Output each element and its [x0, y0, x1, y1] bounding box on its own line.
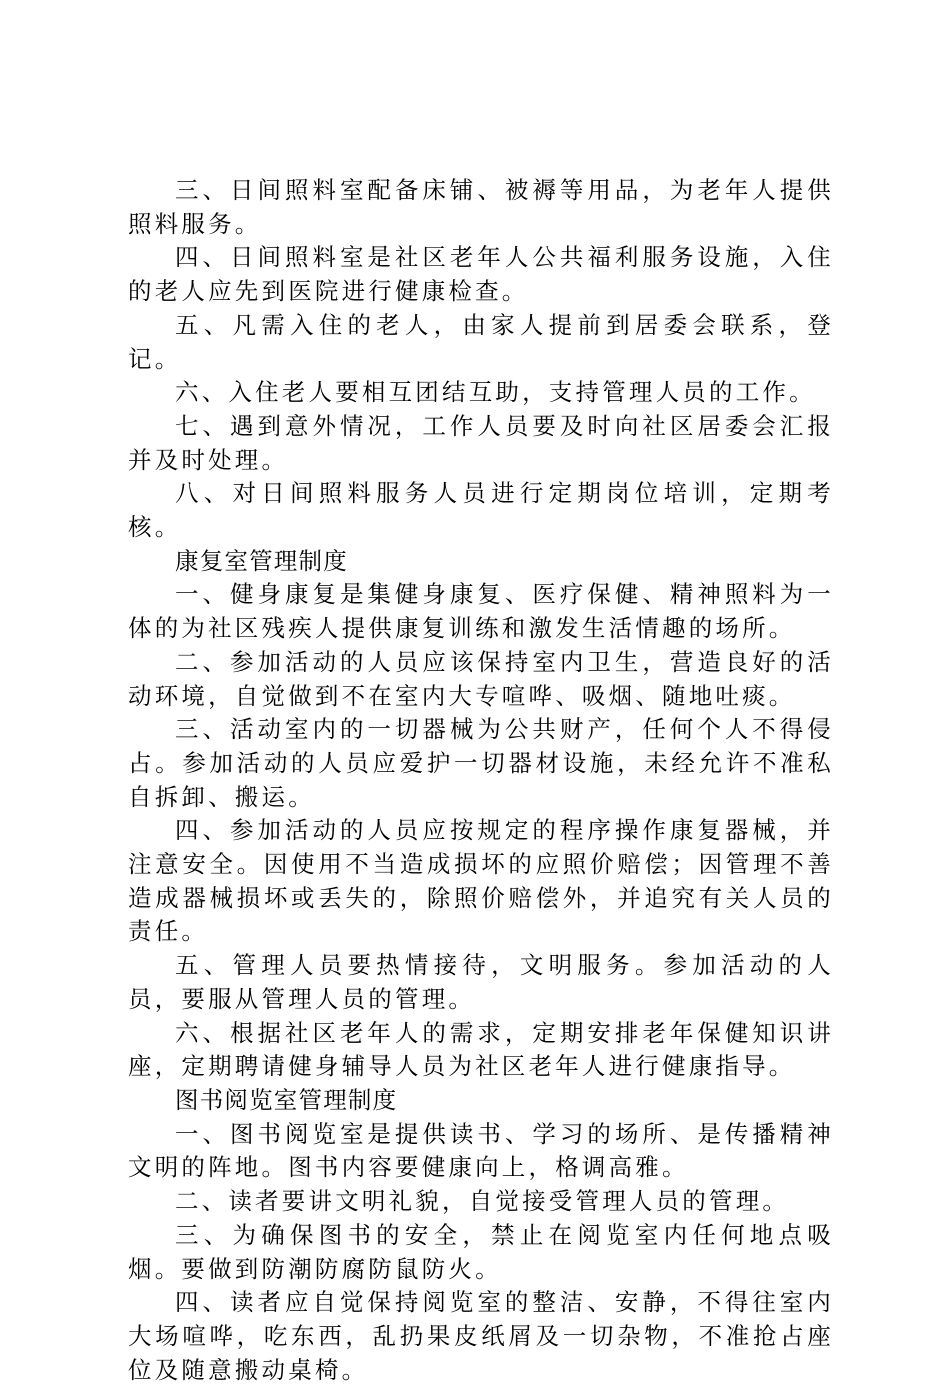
paragraph-daycare-3: 三、日间照料室配备床铺、被褥等用品，为老年人提供照料服务。 [128, 176, 834, 238]
paragraph-reading-4: 四、读者应自觉保持阅览室的整洁、安静，不得往室内大场喧哗，吃东西，乱扔果皮纸屑及一切杂物，不准抢占座位及随意搬动桌椅。 [128, 1288, 834, 1384]
paragraph-rehab-3: 三、活动室内的一切器械为公共财产，任何个人不得侵占。参加活动的人员应爱护一切器材设施，未经允许不准私自拆卸、搬运。 [128, 715, 834, 811]
paragraph-daycare-7: 七、遇到意外情况，工作人员要及时向社区居委会汇报并及时处理。 [128, 411, 834, 474]
paragraph-daycare-5: 五、凡需入住的老人，由家人提前到居委会联系，登记。 [128, 310, 834, 373]
paragraph-rehab-6: 六、根据社区老年人的需求，定期安排老年保健知识讲座，定期聘请健身辅导人员为社区老年人进行健康指导。 [128, 1018, 834, 1081]
section-heading-rehab-room: 康复室管理制度 [175, 546, 348, 575]
document-body [128, 174, 834, 1387]
paragraph-rehab-2: 二、参加活动的人员应该保持室内卫生，营造良好的活动环境，自觉做到不在室内大专喧哗、吸烟、随地吐痰。 [128, 647, 834, 710]
paragraph-daycare-6: 六、入住老人要相互团结互助，支持管理人员的工作。 [175, 378, 816, 407]
paragraph-rehab-1: 一、健身康复是集健身康复、医疗保健、精神照料为一体的为社区残疾人提供康复训练和激发生活情趣的场所。 [128, 580, 834, 643]
paragraph-rehab-4: 四、参加活动的人员应按规定的程序操作康复器械，并注意安全。因使用不当造成损坏的应照价赔偿；因管理不善造成器械损坏或丢失的，除照价赔偿外，并追究有关人员的责任。 [128, 816, 834, 946]
paragraph-rehab-5: 五、管理人员要热情接待，文明服务。参加活动的人员，要服从管理人员的管理。 [128, 951, 834, 1013]
section-heading-reading-room: 图书阅览室管理制度 [175, 1085, 398, 1114]
paragraph-daycare-4: 四、日间照料室是社区老年人公共福利服务设施，入住的老人应先到医院进行健康检查。 [128, 243, 834, 306]
paragraph-reading-3: 三、为确保图书的安全，禁止在阅览室内任何地点吸烟。要做到防潮防腐防鼠防火。 [128, 1220, 834, 1283]
paragraph-reading-1: 一、图书阅览室是提供读书、学习的场所、是传播精神文明的阵地。图书内容要健康向上，格调高雅。 [128, 1119, 834, 1182]
paragraph-reading-2: 二、读者要讲文明礼貌，自觉接受管理人员的管理。 [175, 1187, 790, 1216]
paragraph-daycare-8: 八、对日间照料服务人员进行定期岗位培训，定期考核。 [128, 479, 834, 542]
